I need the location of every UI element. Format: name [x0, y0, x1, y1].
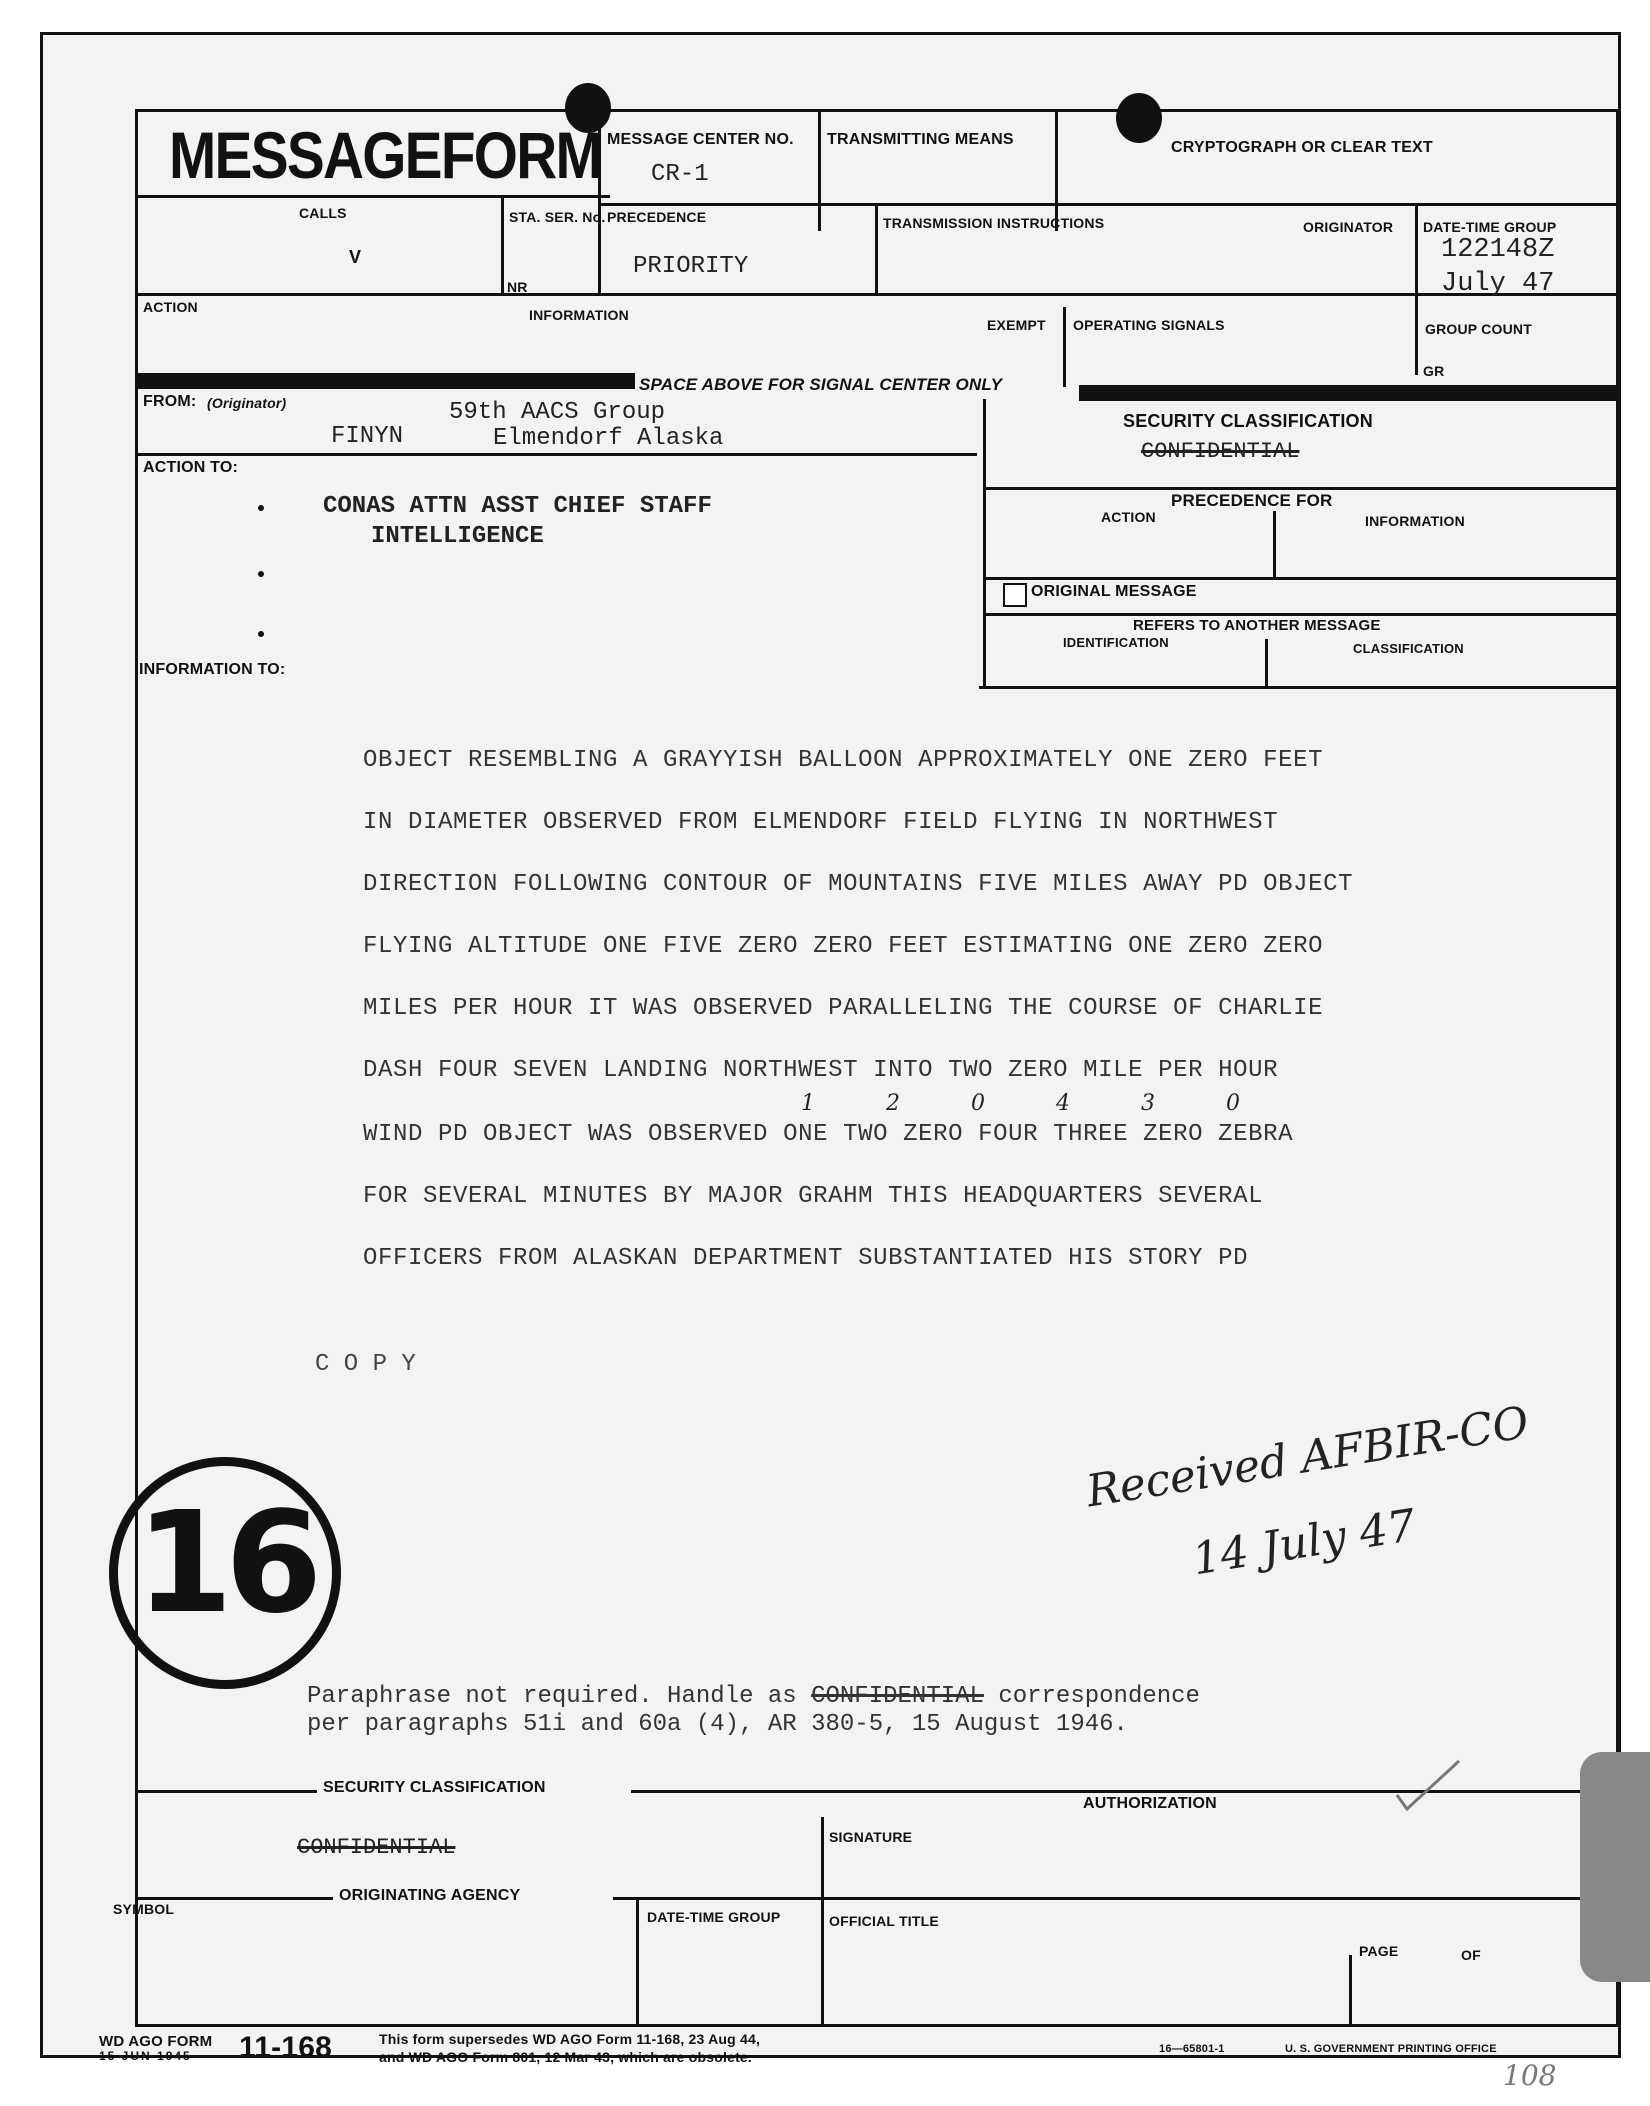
cryptograph-label: CRYPTOGRAPH OR CLEAR TEXT	[1171, 139, 1433, 156]
calls-label: CALLS	[299, 205, 347, 221]
from-originator-sublabel: (Originator)	[207, 395, 287, 411]
precedence-for-label: PRECEDENCE FOR	[1171, 491, 1333, 510]
footer-originating-agency-label: ORIGINATING AGENCY	[339, 1887, 521, 1904]
message-body-line: DIRECTION FOLLOWING CONTOUR OF MOUNTAINS FIVE MILES AWAY PD OBJECT	[363, 871, 1354, 898]
form-id-line1: WD AGO FORM	[99, 2033, 213, 2050]
precedence-information-label: INFORMATION	[1365, 513, 1465, 529]
print-code: 16—65801-1	[1159, 2043, 1225, 2055]
gr-label: GR	[1423, 363, 1445, 379]
transmitting-means-label: TRANSMITTING MEANS	[827, 131, 1014, 148]
message-center-no-label: MESSAGE CENTER NO.	[607, 131, 794, 148]
identification-label: IDENTIFICATION	[1063, 635, 1169, 650]
precedence-label: PRECEDENCE	[607, 209, 707, 225]
information-to-label: INFORMATION TO:	[139, 661, 286, 678]
action-label: ACTION	[143, 299, 198, 315]
original-message-checkbox[interactable]	[1003, 583, 1027, 607]
form-title: MESSAGEFORM	[169, 118, 602, 192]
paraphrase-line1	[307, 1683, 1200, 1710]
action-to-label: ACTION TO:	[143, 459, 239, 476]
footer-page-label: PAGE	[1359, 1943, 1399, 1959]
action-to-line2: INTELLIGENCE	[371, 523, 544, 550]
supersedes-line1: This form supersedes WD AGO Form 11-168, 23 Aug 44,	[379, 2031, 761, 2047]
paraphrase-line1-part2: correspondence	[983, 1683, 1200, 1710]
bullet-3	[258, 631, 264, 637]
form-id-line2: 15 JUN 1945	[99, 2049, 192, 2063]
footer-official-title-label: OFFICIAL TITLE	[829, 1913, 939, 1929]
nr-label: NR	[507, 279, 528, 295]
footer-security-classification-label: SECURITY CLASSIFICATION	[323, 1779, 546, 1796]
from-label: FROM:	[143, 393, 197, 410]
punch-hole-right	[1116, 93, 1162, 143]
footer-security-classification-value: CONFIDENTIAL	[297, 1835, 456, 1860]
form-number: 11-168	[239, 2031, 332, 2064]
handwritten-digits: 1 2 0 4 3 0	[801, 1091, 1272, 1116]
paraphrase-line1-part1: Paraphrase not required. Handle as	[307, 1683, 812, 1710]
from-code: FINYN	[331, 423, 404, 450]
message-body-line: DASH FOUR SEVEN LANDING NORTHWEST INTO TWO ZERO MILE PER HOUR	[363, 1057, 1279, 1084]
transmission-instructions-label: TRANSMISSION INSTRUCTIONS	[883, 215, 1105, 231]
message-body-line: OBJECT RESEMBLING A GRAYYISH BALLOON APPROXIMATELY ONE ZERO FEET	[363, 747, 1324, 774]
bullet-1	[258, 505, 264, 511]
footer-authorization-label: AUTHORIZATION	[1083, 1795, 1217, 1812]
circled-number	[109, 1457, 341, 1689]
message-body-line: WIND PD OBJECT WAS OBSERVED ONE TWO ZERO FOUR THREE ZERO ZEBRA	[363, 1121, 1294, 1148]
precedence-action-label: ACTION	[1101, 509, 1156, 525]
information-label: INFORMATION	[529, 307, 629, 323]
classification-label: CLASSIFICATION	[1353, 641, 1464, 656]
date-time-group-line2: July 47	[1441, 269, 1555, 299]
sta-ser-label: STA. SER. No.	[509, 209, 606, 225]
date-time-group-label: DATE-TIME GROUP	[1423, 219, 1557, 235]
security-classification-value: CONFIDENTIAL	[1141, 439, 1300, 464]
footer-of-label: OF	[1461, 1947, 1481, 1963]
from-line1: 59th AACS Group	[449, 399, 666, 426]
message-center-no-value: CR-1	[651, 161, 709, 188]
folder-tab	[1580, 1752, 1650, 1982]
check-mark-icon	[1393, 1755, 1463, 1815]
group-count-label: GROUP COUNT	[1425, 321, 1532, 337]
paraphrase-line1-struck: CONFIDENTIAL	[811, 1683, 984, 1710]
copy-label: C O P Y	[315, 1351, 416, 1378]
message-form-page	[40, 32, 1621, 2092]
operating-signals-label: OPERATING SIGNALS	[1073, 317, 1225, 333]
action-to-line1: CONAS ATTN ASST CHIEF STAFF	[323, 493, 712, 520]
signal-bar-right	[1079, 385, 1619, 401]
original-message-label: ORIGINAL MESSAGE	[1031, 583, 1197, 600]
page-number-handwritten: 108	[1503, 2059, 1557, 2092]
originator-label: ORIGINATOR	[1303, 219, 1394, 235]
footer-date-time-group-label: DATE-TIME GROUP	[647, 1909, 781, 1925]
message-body-line: MILES PER HOUR IT WAS OBSERVED PARALLELING THE COURSE OF CHARLIE	[363, 995, 1324, 1022]
message-body-line: IN DIAMETER OBSERVED FROM ELMENDORF FIELD FLYING IN NORTHWEST	[363, 809, 1279, 836]
message-body-line: FLYING ALTITUDE ONE FIVE ZERO ZERO FEET ESTIMATING ONE ZERO ZERO	[363, 933, 1324, 960]
calls-value: V	[349, 247, 362, 267]
footer-symbol-label: SYMBOL	[113, 1901, 175, 1917]
printer-label: U. S. GOVERNMENT PRINTING OFFICE	[1285, 2043, 1497, 2055]
security-classification-title: SECURITY CLASSIFICATION	[1123, 411, 1373, 431]
refers-to-label: REFERS TO ANOTHER MESSAGE	[1133, 617, 1381, 634]
paraphrase-line2: per paragraphs 51i and 60a (4), AR 380-5, 15 August 1946.	[307, 1711, 1128, 1738]
supersedes-line2: and WD AGO Form 801, 12 Mar 43, which are obsolete.	[379, 2049, 753, 2065]
date-time-group-line1: 122148Z	[1441, 235, 1555, 265]
received-note-line1: Received AFBIR-CO	[1083, 1397, 1533, 1518]
from-line2: Elmendorf Alaska	[493, 425, 724, 452]
footer-signature-label: SIGNATURE	[829, 1829, 913, 1845]
message-body-line: OFFICERS FROM ALASKAN DEPARTMENT SUBSTANTIATED HIS STORY PD	[363, 1245, 1249, 1272]
precedence-value: PRIORITY	[633, 253, 749, 280]
signal-bar-left	[135, 373, 635, 389]
bullet-2	[258, 571, 264, 577]
circled-number-text: 16	[135, 1482, 315, 1645]
signal-center-note: SPACE ABOVE FOR SIGNAL CENTER ONLY	[639, 375, 1003, 394]
message-body-line: FOR SEVERAL MINUTES BY MAJOR GRAHM THIS HEADQUARTERS SEVERAL	[363, 1183, 1264, 1210]
received-note-line2: 14 July 47	[1189, 1499, 1420, 1586]
exempt-label: EXEMPT	[987, 317, 1046, 333]
